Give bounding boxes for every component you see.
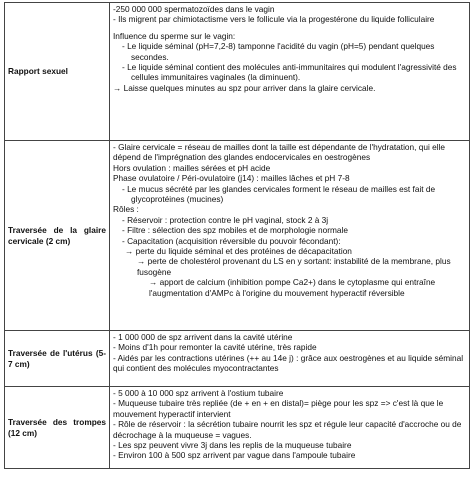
text-line: - Environ 100 à 500 spz arrivent par vague dans l'ampoule tubaire [113,450,356,461]
text-line: Influence du sperme sur le vagin: [113,30,236,41]
row-label-rapport-sexuel: Rapport sexuel [5,3,110,141]
text-line: Hors ovulation : mailles sérées et pH acide [113,162,271,173]
text-line: -250 000 000 spermatozoïdes dans le vagin [113,4,275,14]
row-label-glaire: Traversée de la glaire cervicale (2 cm) [5,141,110,331]
row-content-uterus [110,331,470,387]
table-row [5,387,470,469]
text-line: - Moins d'1h pour remonter la cavité utérine, très rapide [113,342,317,353]
row-content-trompes [110,387,470,469]
reproduction-table [4,2,470,469]
text-line: - 5 000 à 10 000 spz arrivent à l'ostium tubaire [113,388,284,398]
text-line: → perte de cholestérol provenant du LS en y sortant: instabilité de la membrane, plus fusogène [137,256,451,277]
text-line: - Capacitation (acquisition réversible du pouvoir fécondant): [122,235,341,246]
row-label-trompes: Traversée des trompes (12 cm) [5,387,110,469]
text-line: - 1 000 000 de spz arrivent dans la cavité utérine [113,332,293,342]
text-line: - Muqueuse tubaire très repliée (de + en + en distal)= piège pour les spz => c'est là que le mouvement hyperactif intervient [113,398,444,419]
text-line: - Le liquide séminal (pH=7,2-8) tamponne l'acidité du vagin (pH=5) pendant quelques secondes. [122,41,435,62]
row-content-rapport-sexuel [110,3,470,141]
text-line: - Filtre : sélection des spz mobiles et de morphologie normale [122,225,348,236]
text-line: - Le mucus sécrété par les glandes cervicales forment le réseau de mailles est fait de glycoprotéines (mucines) [122,183,436,205]
text-line: → perte du liquide séminal et des protéines de décapacitation [125,246,352,257]
text-line: - Ils migrent par chimiotactisme vers le follicule via la progestérone du liquide folliculaire [113,14,435,25]
text-line: - Glaire cervicale = réseau de mailles dont la taille est dépendante de l'hydratation, qui elle dépend de l'imprégnation des glandes endocervicales en oestrogènes [113,142,446,163]
text-line: - Rôle de réservoir : la sécrétion tubaire nourrit les spz et régule leur capacité d'accroche ou de décrochage à la muqueuse = vagues. [113,419,462,440]
text-line: - Réservoir : protection contre le pH vaginal, stock 2 à 3j [122,214,329,225]
text-line: → Laisse quelques minutes au spz pour arriver dans la glaire cervicale. [113,82,376,93]
text-line: - Les spz peuvent vivre 3j dans les replis de la muqueuse tubaire [113,440,352,451]
text-line: - Aidés par les contractions utérines (++ au 14e j) : grâce aux oestrogènes et au liquide séminal qui contient des molécules myocontractantes [113,352,464,374]
row-content-glaire [110,141,470,331]
table-row [5,3,470,141]
text-line: Rôles : [113,204,139,215]
table-row [5,141,470,331]
row-label-uterus: Traversée de l'utérus (5-7 cm) [5,331,110,387]
text-line: → apport de calcium (inhibition pompe Ca2+) dans le cytoplasme qui entraîne l'augmentation d'AMPc à l'origine du mouvement hyperactif réversible [149,277,436,298]
table-row [5,331,470,387]
text-line: Phase ovulatoire / Péri-ovulatoire (j14) : mailles lâches et pH 7-8 [113,173,350,184]
text-line: - Le liquide séminal contient des molécules anti-immunitaires qui modulent l'agressivité des cellules immunitaires vaginales (la diminuent). [122,62,457,83]
